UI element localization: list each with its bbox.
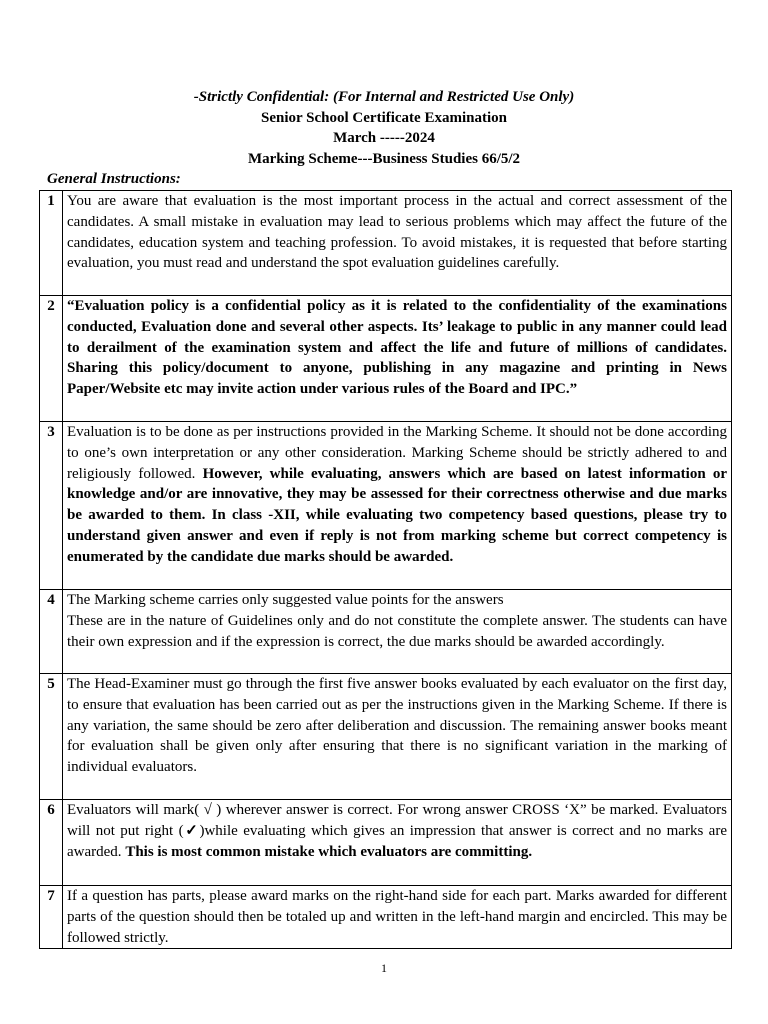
exam-date: March -----2024: [333, 130, 435, 146]
instruction-row: [40, 590, 732, 674]
instruction-number: 7: [40, 886, 63, 949]
instruction-text: If a question has parts, please award marks on the right-hand side for each part. Marks awarded for different parts of the question should then be totaled up and written in the left-hand margin and encircled. This may be followed strictly.: [63, 886, 732, 949]
general-instructions-heading: General Instructions:: [47, 171, 181, 187]
marking-scheme-title: Marking Scheme---Business Studies 66/5/2: [247, 150, 521, 167]
instructions-table: [39, 190, 732, 949]
instruction-row: [40, 886, 732, 949]
instruction-number: 1: [40, 191, 63, 296]
instruction-number: 6: [40, 800, 63, 886]
instruction-number: 2: [40, 296, 63, 422]
document-header: [0, 87, 768, 169]
instruction-row: [40, 191, 732, 296]
instruction-number: 4: [40, 590, 63, 674]
instruction-text: You are aware that evaluation is the most important process in the actual and correct assessment of the candidates. A small mistake in evaluation may lead to serious problems which may affect the future of the candidates, education system and teaching profession. To avoid mistakes, it is requested that before starting evaluation, you must read and understand the spot evaluation guidelines carefully.: [63, 191, 732, 296]
instruction-number: 3: [40, 422, 63, 590]
exam-title: Senior School Certificate Examination: [261, 109, 507, 126]
instruction-row: [40, 296, 732, 422]
instruction-number: 5: [40, 674, 63, 800]
confidential-notice: -Strictly Confidential: (For Internal and Restricted Use Only): [193, 89, 575, 105]
instruction-row: [40, 422, 732, 590]
instruction-row: [40, 674, 732, 800]
instruction-text: Evaluation is to be done as per instructions provided in the Marking Scheme. It should not be done according to one’s own interpretation or any other consideration. Marking Scheme should be strictly adhered to and religiously followed. However, while evaluating, answers which are based on latest information or knowledge and/or are innovative, they may be assessed for their correctness otherwise and due marks be awarded to them. In class -XII, while evaluating two competency based questions, please try to understand given answer and even if reply is not from marking scheme but correct competency is enumerated by the candidate due marks should be awarded.: [63, 422, 732, 590]
instruction-text: Evaluators will mark( √ ) wherever answer is correct. For wrong answer CROSS ‘X” be marked. Evaluators will not put right (✓)while evaluating which gives an impression that answer is correct and no marks are awarded. This is most common mistake which evaluators are committing.: [63, 800, 732, 886]
instruction-row: [40, 800, 732, 886]
instruction-text: “Evaluation policy is a confidential policy as it is related to the confidentiality of the examinations conducted, Evaluation done and several other aspects. Its’ leakage to public in any manner could lead to derailment of the examination system and affect the life and future of millions of candidates. Sharing this policy/document to anyone, publishing in any magazine and printing in News Paper/Website etc may invite action under various rules of the Board and IPC.”: [63, 296, 732, 422]
checkmark-icon: ✓: [183, 822, 200, 839]
instruction-text: The Marking scheme carries only suggested value points for the answers These are in the nature of Guidelines only and do not constitute the complete answer. The students can have their own expression and if the expression is correct, the due marks should be awarded accordingly.: [63, 590, 732, 674]
page-number: 1: [381, 961, 387, 975]
instruction-text: The Head-Examiner must go through the first five answer books evaluated by each evaluator on the first day, to ensure that evaluation has been carried out as per the instructions given in the Marking Scheme. If there is any variation, the same should be zero after deliberation and discussion. The remaining answer books meant for evaluation shall be given only after ensuring that there is no significant variation in the marking of individual evaluators.: [63, 674, 732, 800]
